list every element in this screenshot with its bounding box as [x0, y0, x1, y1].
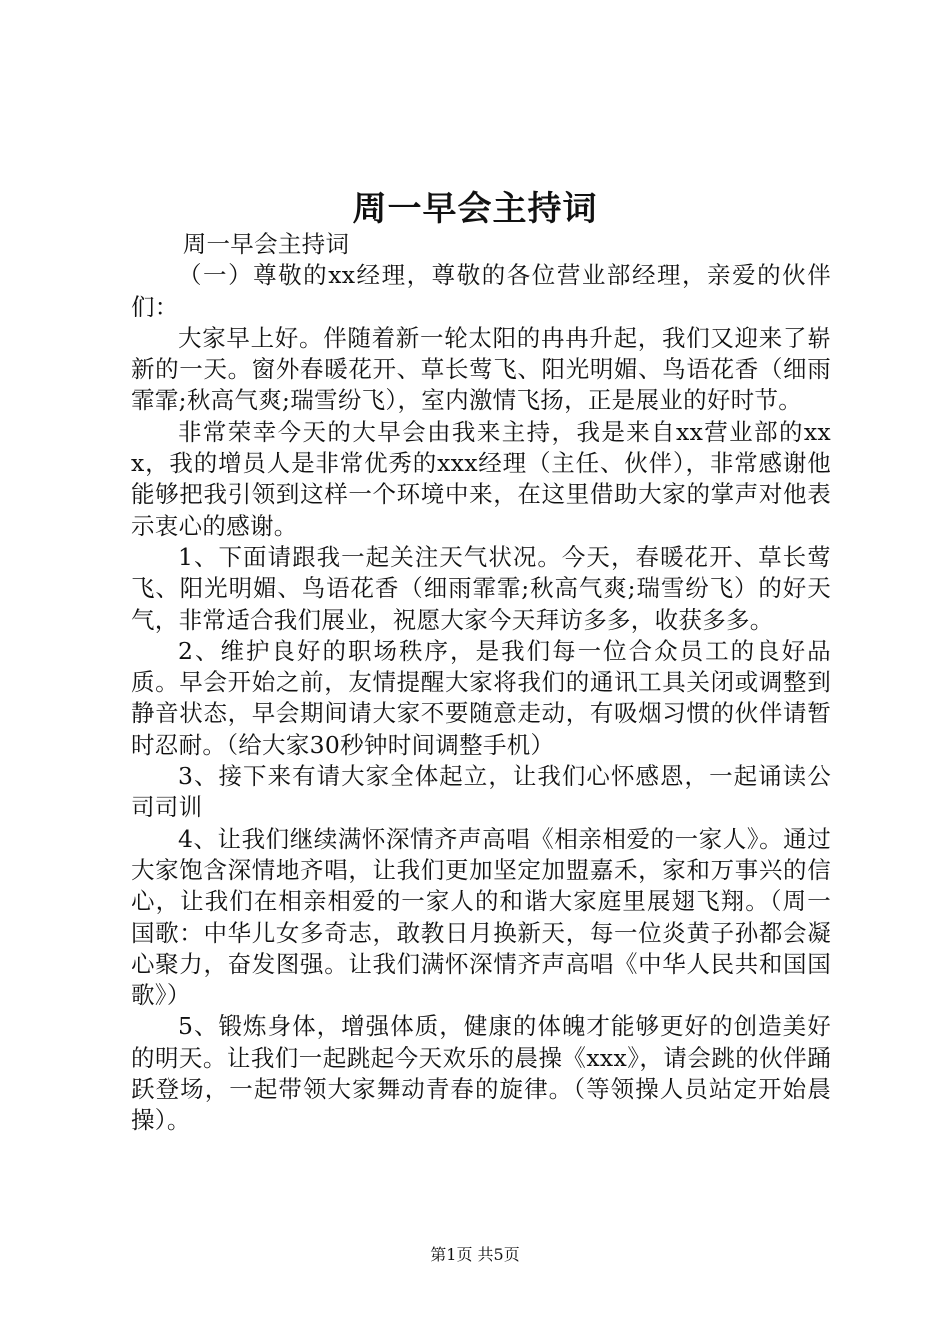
paragraph-order: 2、维护良好的职场秩序，是我们每一位合众员工的良好品质。早会开始之前，友情提醒大家将我们的通讯工具关闭或调整到静音状态，早会期间请大家不要随意走动，有吸烟习惯的伙伴请暂时忍耐。（给大家30秒钟时间调整手机）: [131, 636, 831, 759]
paragraph-greeting: （一）尊敬的xx经理，尊敬的各位营业部经理，亲爱的伙伴们：: [131, 261, 831, 321]
page-indicator: 第1页 共5页: [430, 1245, 520, 1264]
paragraph-exercise: 5、锻炼身体，增强体质，健康的体魄才能够更好的创造美好的明天。让我们一起跳起今天欢乐的晨操《xxx》，请会跳的伙伴踊跃登场，一起带领大家舞动青春的旋律。（等领操人员站定开始晨操）。: [131, 1012, 831, 1135]
paragraph-weather: 1、下面请跟我一起关注天气状况。今天，春暖花开、草长莺飞、阳光明媚、鸟语花香（细雨霏霏;秋高气爽;瑞雪纷飞）的好天气，非常适合我们展业，祝愿大家今天拜访多多，收获多多。: [131, 542, 831, 634]
paragraph-host-intro: 非常荣幸今天的大早会由我来主持，我是来自xx营业部的xxx，我的增员人是非常优秀的xxx经理（主任、伙伴），非常感谢他能够把我引领到这样一个环境中来，在这里借助大家的掌声对他表示衷心的感谢。: [131, 417, 831, 540]
paragraph-heading: 周一早会主持词: [182, 230, 350, 258]
paragraph-song: 4、让我们继续满怀深情齐声高唱《相亲相爱的一家人》。通过大家饱含深情地齐唱，让我们更加坚定加盟嘉禾，家和万事兴的信心，让我们在相亲相爱的一家人的和谐大家庭里展翅飞翔。（周一国歌：中华儿女多奇志，敢教日月换新天，每一位炎黄子孙都会凝心聚力，奋发图强。让我们满怀深情齐声高唱《中华人民共和国国歌》）: [131, 824, 831, 1010]
document-title: 周一早会主持词: [352, 189, 598, 229]
paragraph-motto: 3、接下来有请大家全体起立，让我们心怀感恩，一起诵读公司司训: [131, 762, 831, 822]
document-body: [131, 229, 831, 1137]
paragraph-good-morning: 大家早上好。伴随着新一轮太阳的冉冉升起，我们又迎来了崭新的一天。窗外春暖花开、草长莺飞、阳光明媚、鸟语花香（细雨霏霏;秋高气爽;瑞雪纷飞），室内激情飞扬，正是展业的好时节。: [131, 323, 831, 415]
